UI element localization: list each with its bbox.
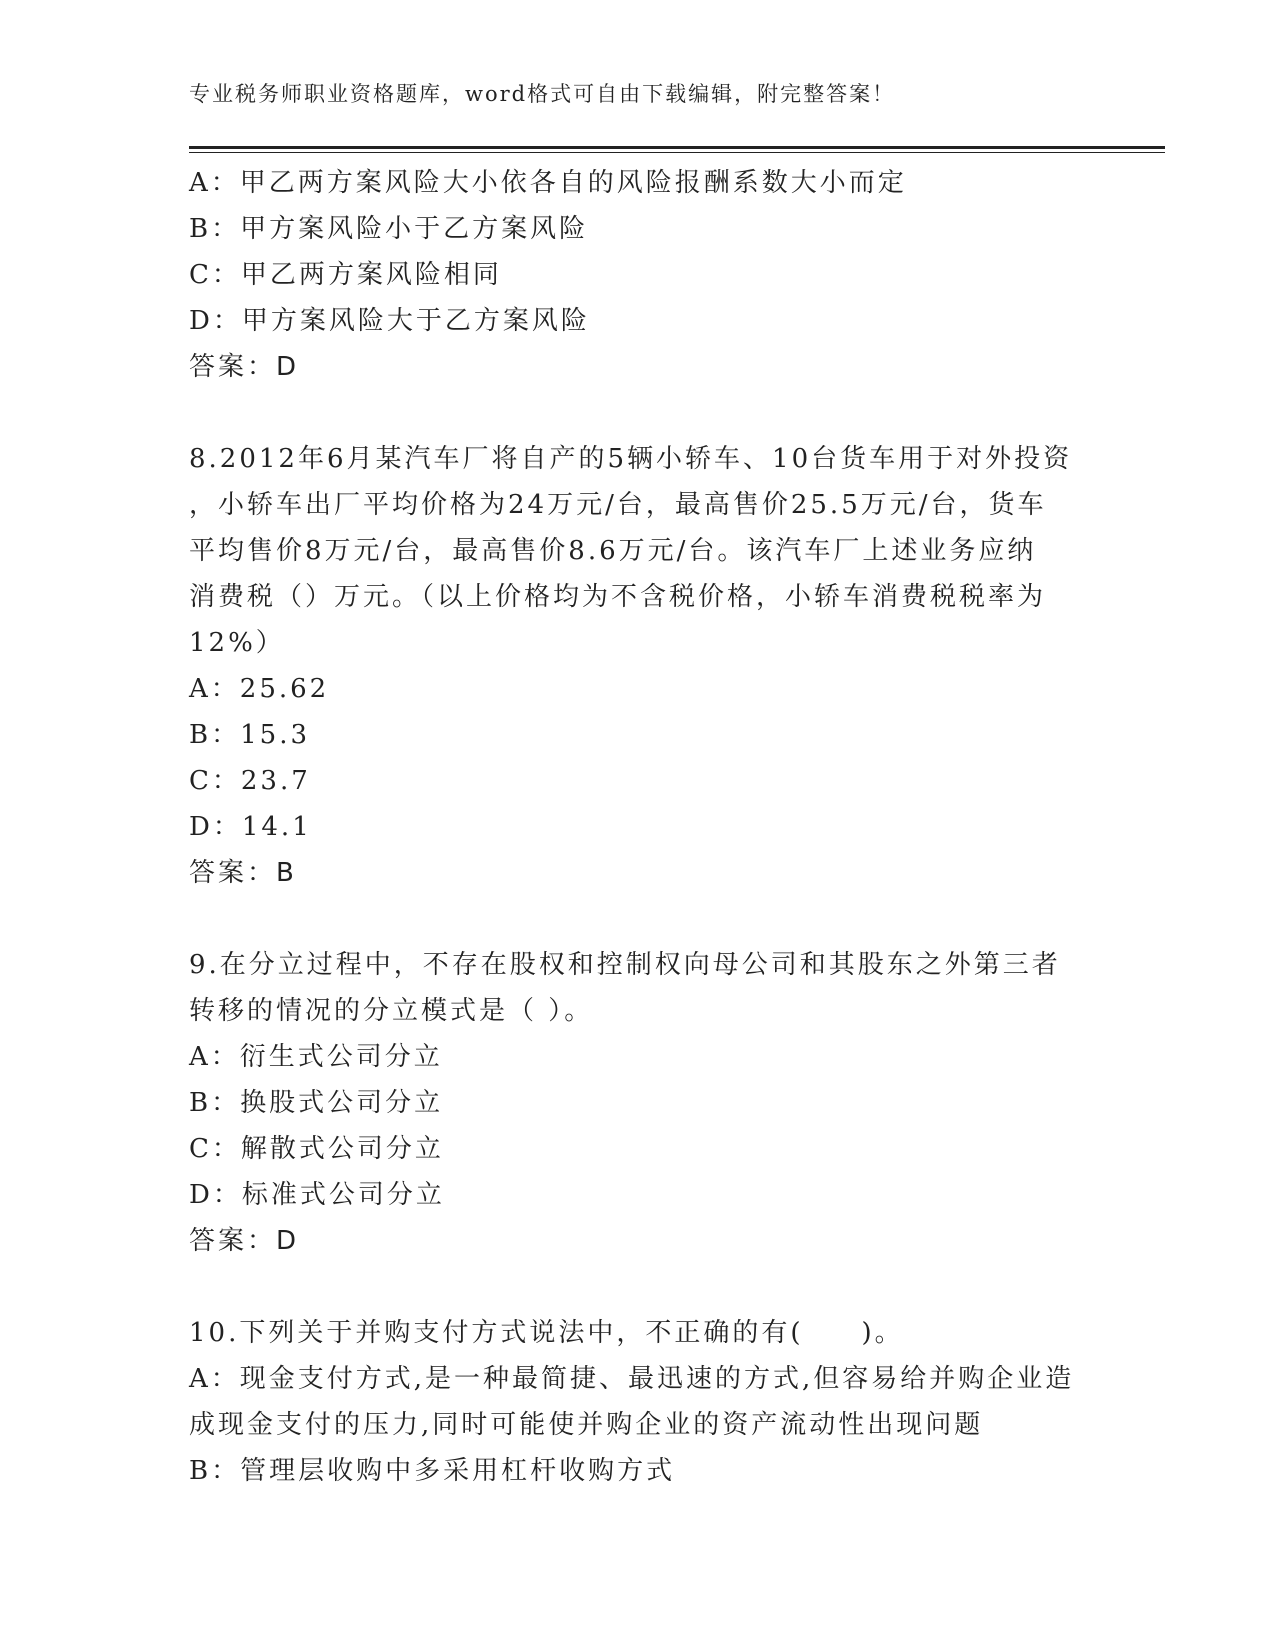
option-a: A：25.62 xyxy=(189,674,330,704)
option-c: C：23.7 xyxy=(189,766,311,796)
option-d: D：标准式公司分立 xyxy=(189,1180,445,1210)
option-b: B：管理层收购中多采用杠杆收购方式 xyxy=(189,1456,676,1486)
question-9 xyxy=(189,942,1089,1264)
option-b: B：甲方案风险小于乙方案风险 xyxy=(189,214,589,244)
spacer xyxy=(189,390,1089,436)
question-10 xyxy=(189,1310,1089,1494)
spacer xyxy=(189,1264,1089,1310)
option-d: D：甲方案风险大于乙方案风险 xyxy=(189,306,590,336)
question-stem-line: 10.下列关于并购支付方式说法中，不正确的有( )。 xyxy=(189,1318,904,1348)
option-a: A：现金支付方式,是一种最简捷、最迅速的方式,但容易给并购企业造 xyxy=(189,1364,1075,1394)
answer: 答案：D xyxy=(189,352,300,382)
option-b: B：换股式公司分立 xyxy=(189,1088,444,1118)
option-a-continued: 成现金支付的压力,同时可能使并购企业的资产流动性出现问题 xyxy=(189,1410,984,1440)
question-stem-line: 消费税（）万元。（以上价格均为不含税价格，小轿车消费税税率为 xyxy=(189,582,1047,612)
answer: 答案：D xyxy=(189,1226,300,1256)
question-stem-line: 转移的情况的分立模式是（ ）。 xyxy=(189,996,594,1026)
option-b: B：15.3 xyxy=(189,720,310,750)
option-a: A：甲乙两方案风险大小依各自的风险报酬系数大小而定 xyxy=(189,168,907,198)
question-stem-line: 12%） xyxy=(189,628,285,658)
header-rule-thick xyxy=(189,146,1165,149)
question-stem-line: 平均售价8万元/台，最高售价8.6万元/台。该汽车厂上述业务应纳 xyxy=(189,536,1037,566)
option-a: A：衍生式公司分立 xyxy=(189,1042,443,1072)
answer: 答案：B xyxy=(189,858,297,888)
spacer xyxy=(189,896,1089,942)
option-d: D：14.1 xyxy=(189,812,312,842)
option-c: C：解散式公司分立 xyxy=(189,1134,444,1164)
document-body xyxy=(189,160,1089,1494)
header-rule-thin xyxy=(189,152,1165,153)
question-stem-line: 8.2012年6月某汽车厂将自产的5辆小轿车、10台货车用于对外投资 xyxy=(189,444,1073,474)
question-stem-line: ，小轿车出厂平均价格为24万元/台，最高售价25.5万元/台，货车 xyxy=(189,490,1047,520)
question-7 xyxy=(189,160,1089,390)
option-c: C：甲乙两方案风险相同 xyxy=(189,260,502,290)
question-8 xyxy=(189,436,1089,896)
question-stem-line: 9.在分立过程中，不存在股权和控制权向母公司和其股东之外第三者 xyxy=(189,950,1061,980)
page-header: 专业税务师职业资格题库，word格式可自由下载编辑，附完整答案！ xyxy=(189,82,896,106)
